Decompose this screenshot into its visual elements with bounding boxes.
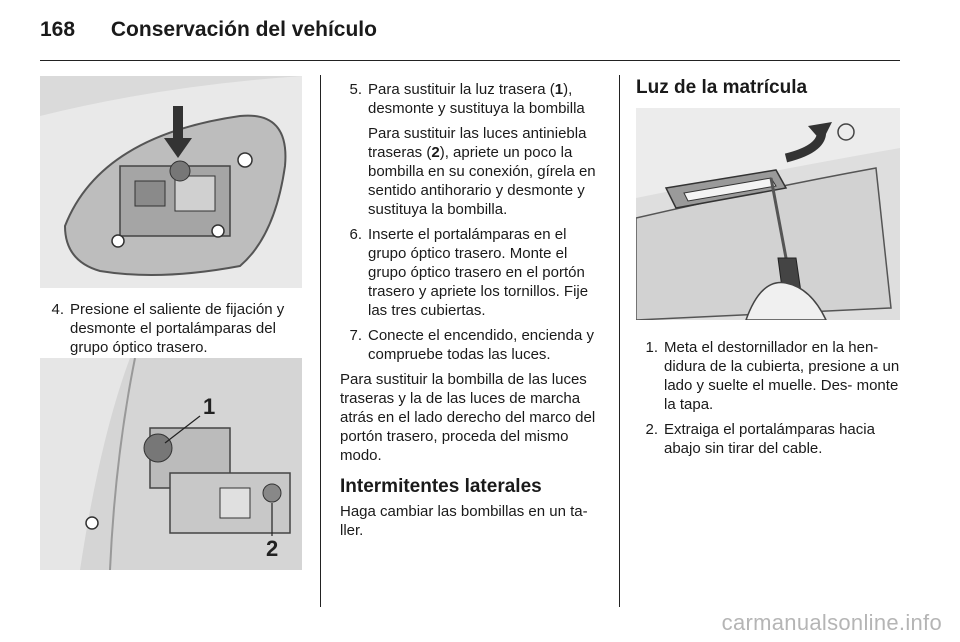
column-divider-left — [320, 75, 321, 607]
callout-1: 1 — [203, 394, 216, 419]
figure-license-plate-light — [636, 108, 900, 320]
column-2-text — [340, 80, 602, 552]
step-number: 7. — [349, 327, 362, 344]
step-text: Inserte el portalámparas en el grupo óptico trasero. Monte el grupo óptico trasero en el portón trasero y apriete los tornillos. Fije las tres cubiertas. — [368, 226, 589, 319]
callout-2: 2 — [266, 536, 279, 561]
page-number: 168 — [40, 18, 76, 41]
step-5 — [340, 80, 602, 219]
section-heading-intermitentes: Intermitentes laterales — [340, 476, 542, 497]
step-5-paragraph-2: Para sustituir las luces antiniebla traseras (2), apriete un poco la bombilla en su conexión, gírela en sentido antihorario y desmonte y sustituya la bombilla. — [368, 125, 596, 218]
step-number: 2. — [645, 421, 658, 438]
page-title: Conservación del vehículo — [110, 18, 377, 41]
step-number: 5. — [349, 81, 362, 98]
step-7 — [340, 326, 602, 364]
step-number: 4. — [51, 301, 64, 318]
figure-bulb-sockets — [40, 358, 302, 570]
step-4 — [42, 300, 304, 357]
step-number: 1. — [645, 339, 658, 356]
step-text: Conecte el encendido, encienda y compruebe todas las luces. — [368, 327, 594, 363]
step-text: Presione el saliente de fijación y desmonte el portalámparas del grupo óptico trasero. — [70, 301, 285, 356]
section-text-intermitentes: Haga cambiar las bombillas en un ta- ller. — [340, 503, 588, 539]
bold-ref-2: 2 — [431, 144, 440, 161]
section-heading-matricula: Luz de la matrícula — [636, 77, 808, 98]
figure-tail-lamp-holder — [40, 76, 302, 288]
step-text: Extraiga el portalámparas hacia abajo sin tirar del cable. — [664, 421, 875, 457]
watermark: carmanualsonline.info — [721, 610, 942, 635]
step-1 — [636, 338, 902, 414]
step-6 — [340, 225, 602, 320]
bold-ref-1: 1 — [554, 81, 564, 98]
page-header — [40, 18, 377, 42]
column-1-text — [42, 300, 304, 363]
bulb-sockets-illustration — [40, 358, 302, 570]
step-2 — [636, 420, 902, 458]
tail-lamp-holder-illustration — [40, 76, 302, 288]
body-paragraph: Para sustituir la bombilla de las luces traseras y la de las luces de marcha atrás en el lado derecho del marco del portón trasero, proceda del mismo modo. — [340, 371, 596, 464]
header-rule — [40, 60, 900, 61]
step-number: 6. — [349, 226, 362, 243]
step-5-paragraph-1: Para sustituir la luz trasera (1), desmonte y sustituya la bombilla — [368, 81, 585, 117]
column-3-heading — [636, 78, 902, 103]
column-divider-right — [619, 75, 620, 607]
step-text: Meta el destornillador en la hen- didura de la cubierta, presione a un lado y suelte el muelle. Des- monte la tapa. — [664, 339, 900, 413]
license-plate-light-illustration — [636, 108, 900, 320]
column-3-text — [636, 338, 902, 464]
